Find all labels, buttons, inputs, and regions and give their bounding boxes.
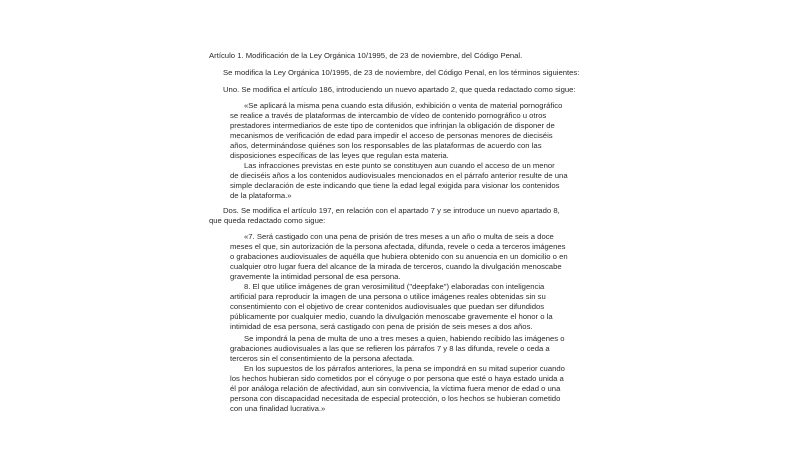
- quote-line: terceros sin el consentimiento de la persona afectada.: [230, 354, 415, 363]
- quote-line: años, determinándose quiénes son los responsables de las plataformas de acuerdo con las: [230, 141, 542, 150]
- quote-line: meses el que, sin autorización de la persona afectada, difunda, revele o ceda a terceros imágenes: [230, 242, 566, 251]
- quote-line: «Se aplicará la misma pena cuando esta difusión, exhibición o venta de material pornográfico: [244, 101, 563, 110]
- quote-line: mecanismos de verificación de edad para impedir el acceso de personas menores de dieciséis: [230, 131, 553, 140]
- quote-line: él por análoga relación de afectividad, aun sin convivencia, la víctima fuera menor de edad o una: [230, 384, 561, 393]
- quote-line: simple declaración de este indicando que tiene la edad legal exigida para visionar los contenidos: [230, 181, 560, 190]
- quote-line: grabaciones audiovisuales a las que se refieren los párrafos 7 y 8 las difunda, revele o ceda a: [230, 344, 550, 353]
- quote-line: intimidad de esa persona, será castigado con pena de prisión de seis meses a dos años.: [230, 322, 533, 331]
- quote-line: consentimiento con el objetivo de crear contenidos audiovisuales que puedan ser difundidos: [230, 302, 545, 311]
- quote-line: con una finalidad lucrativa.»: [230, 404, 326, 413]
- quote-line: «7. Será castigado con una pena de prisión de tres meses a un año o multa de seis a doce: [244, 232, 554, 241]
- quote-line: persona con discapacidad necesitada de especial protección, o los hechos se hubieran cometido: [230, 394, 561, 403]
- quote-line: gravemente la intimidad personal de esa persona.: [230, 272, 401, 281]
- quote-line: públicamente por cualquier medio, cuando la divulgación menoscabe gravemente el honor o la: [230, 312, 553, 321]
- quote-line: de la plataforma.»: [230, 191, 292, 200]
- quote-line: se realice a través de plataformas de intercambio de vídeo de contenido pornográfico u otros: [230, 111, 547, 120]
- quote-line: En los supuestos de los párrafos anteriores, la pena se impondrá en su mitad superior cuando: [244, 364, 565, 373]
- section-uno-heading: Uno. Se modifica el artículo 186, introduciendo un nuevo apartado 2, que queda redactado como sigue:: [223, 85, 576, 94]
- quote-line: los hechos hubieran sido cometidos por el cónyuge o por persona que esté o haya estado unida a: [230, 374, 564, 383]
- section-dos-heading-cont: que queda redactado como sigue:: [209, 216, 326, 225]
- quote-line: disposiciones específicas de las leyes que regulan esta materia.: [230, 151, 449, 160]
- quote-line: 8. El que utilice imágenes de gran verosimilitud ("deepfake") elaboradas con inteligencia: [244, 282, 545, 291]
- quote-line: artificial para reproducir la imagen de una persona o utilice imágenes reales obtenidas sin su: [230, 292, 546, 301]
- quote-line: Las infracciones previstas en este punto se constituyen aun cuando el acceso de un menor: [244, 161, 555, 170]
- quote-line: Se impondrá la pena de multa de uno a tres meses a quien, habiendo recibido las imágenes o: [244, 334, 565, 343]
- section-dos-heading: Dos. Se modifica el artículo 197, en relación con el apartado 7 y se introduce un nuevo apartado 8,: [223, 206, 560, 215]
- quote-line: o grabaciones audiovisuales de aquélla que hubiera obtenido con su anuencia en un domicilio o en: [230, 252, 568, 261]
- quote-line: de dieciséis años a los contenidos audiovisuales mencionados en el párrafo anterior resulte de una: [230, 171, 568, 180]
- intro-paragraph: Se modifica la Ley Orgánica 10/1995, de 23 de noviembre, del Código Penal, en los términos siguientes:: [223, 68, 580, 77]
- quote-line: prestadores intermediarios de este tipo de contenidos que infrinjan la obligación de disponer de: [230, 121, 555, 130]
- article-heading: Artículo 1. Modificación de la Ley Orgánica 10/1995, de 23 de noviembre, del Código Penal.: [209, 51, 523, 60]
- quote-line: cualquier otro lugar fuera del alcance de la mirada de terceros, cuando la divulgación menoscabe: [230, 262, 562, 271]
